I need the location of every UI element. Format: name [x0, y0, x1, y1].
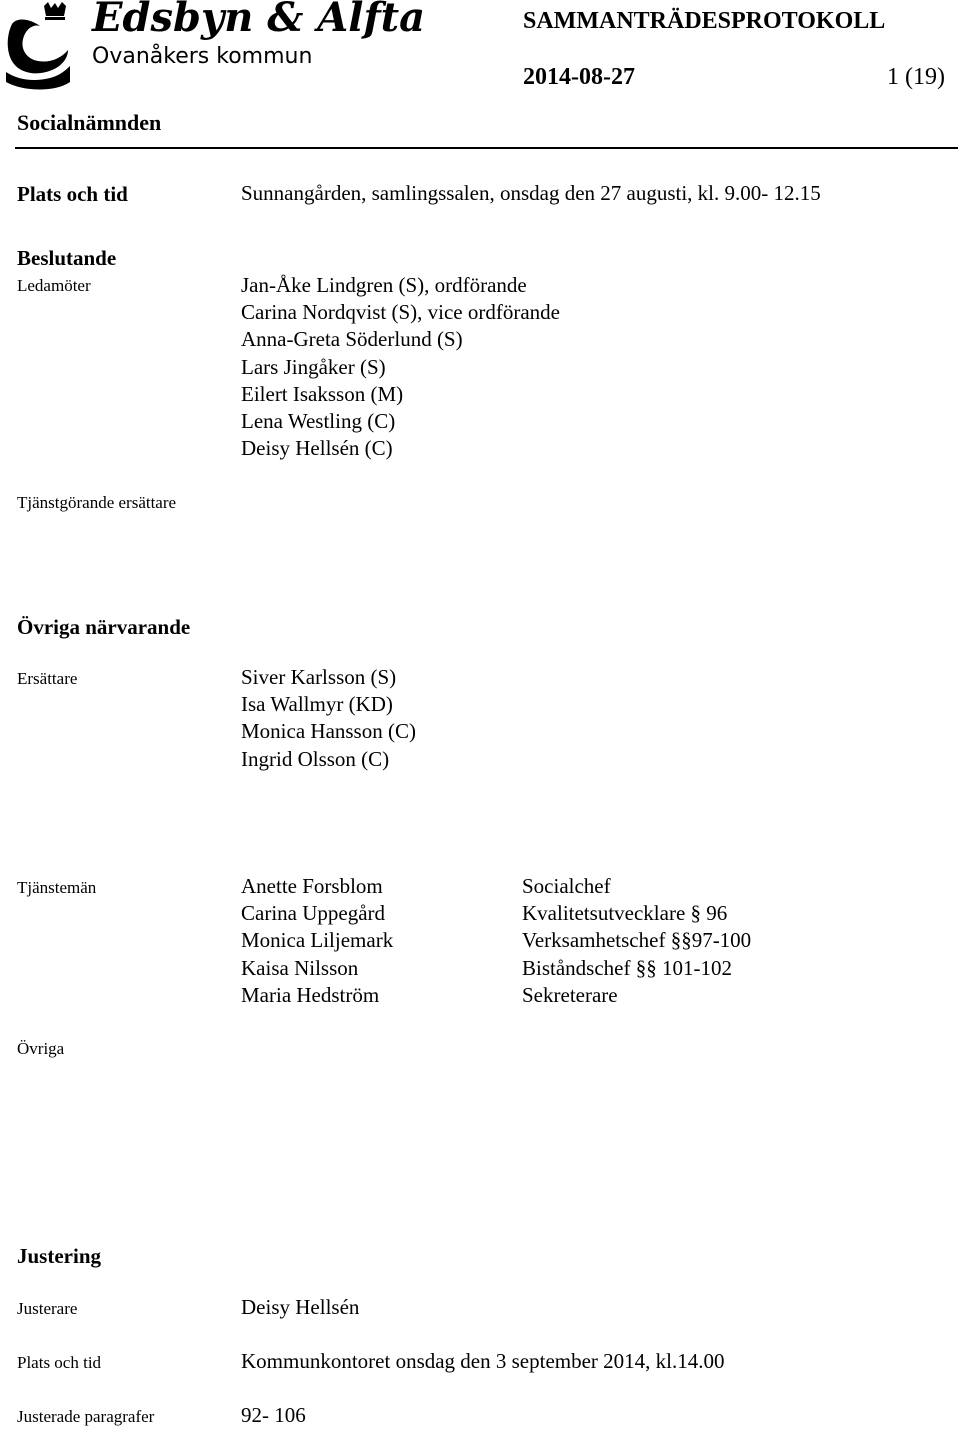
tjanstemann-names — [241, 873, 393, 1009]
brand-subtitle: Ovanåkers kommun — [92, 44, 313, 69]
table-row-name: Anette Forsblom — [241, 874, 383, 898]
tjanstgorande-ersattare-label: Tjänstgörande ersättare — [17, 493, 177, 512]
table-row-role: Kvalitetsutvecklare § 96 — [522, 901, 728, 926]
justering-plats-label: Plats och tid — [17, 1353, 102, 1372]
justerare-value: Deisy Hellsén — [241, 1295, 360, 1319]
list-item: Anna-Greta Söderlund (S) — [241, 327, 463, 352]
table-row-role: Verksamhetschef §§97-100 — [522, 928, 752, 953]
municipality-logo-icon — [4, 2, 72, 92]
justering-plats-value: Kommunkontoret onsdag den 3 september 2014, kl.14.00 — [241, 1349, 725, 1373]
tjanstemann-label: Tjänstemän — [17, 878, 97, 897]
justering-heading: Justering — [17, 1244, 101, 1268]
list-item: Jan-Åke Lindgren (S), ordförande — [241, 273, 527, 297]
page-number: 1 (19) — [887, 64, 945, 90]
ovriga-label: Övriga — [17, 1039, 65, 1058]
list-item: Isa Wallmyr (KD) — [241, 692, 393, 717]
table-row-role: Socialchef — [522, 874, 611, 898]
table-row-role: Sekreterare — [522, 982, 618, 1007]
table-row-role: Biståndschef §§ 101-102 — [522, 955, 732, 980]
plats-value: Sunnangården, samlingssalen, onsdag den 27 augusti, kl. 9.00- 12.15 — [241, 181, 821, 205]
list-item: Lena Westling (C) — [241, 408, 396, 433]
beslutande-heading: Beslutande — [17, 246, 117, 270]
table-row-name: Maria Hedström — [241, 982, 380, 1007]
list-item: Deisy Hellsén (C) — [241, 436, 393, 461]
list-item: Monica Hansson (C) — [241, 719, 416, 744]
header-divider — [15, 147, 958, 149]
table-row-name: Kaisa Nilsson — [241, 955, 359, 980]
document-date: 2014-08-27 — [523, 64, 635, 90]
ledamoter-label: Ledamöter — [17, 276, 91, 295]
list-item: Eilert Isaksson (M) — [241, 381, 404, 406]
ovriga-narvarande-heading: Övriga närvarande — [17, 615, 191, 639]
tjanstemann-roles — [522, 873, 751, 1009]
ersattare-label: Ersättare — [17, 669, 78, 688]
list-item: Ingrid Olsson (C) — [241, 746, 390, 771]
table-row-name: Carina Uppegård — [241, 901, 386, 926]
list-item: Siver Karlsson (S) — [241, 665, 397, 689]
ledamoter-list — [241, 272, 560, 462]
plats-label: Plats och tid — [17, 182, 128, 206]
list-item: Lars Jingåker (S) — [241, 354, 386, 379]
document-title: SAMMANTRÄDESPROTOKOLL — [523, 8, 886, 34]
ersattare-list — [241, 664, 416, 773]
justerade-paragrafer-value: 92- 106 — [241, 1403, 306, 1427]
table-row-name: Monica Liljemark — [241, 928, 394, 953]
organ-name: Socialnämnden — [17, 110, 162, 135]
list-item: Carina Nordqvist (S), vice ordförande — [241, 300, 560, 325]
justerade-paragrafer-label: Justerade paragrafer — [17, 1407, 155, 1426]
justerare-label: Justerare — [17, 1299, 78, 1318]
brand-name: Edsbyn & Alfta — [92, 0, 426, 41]
